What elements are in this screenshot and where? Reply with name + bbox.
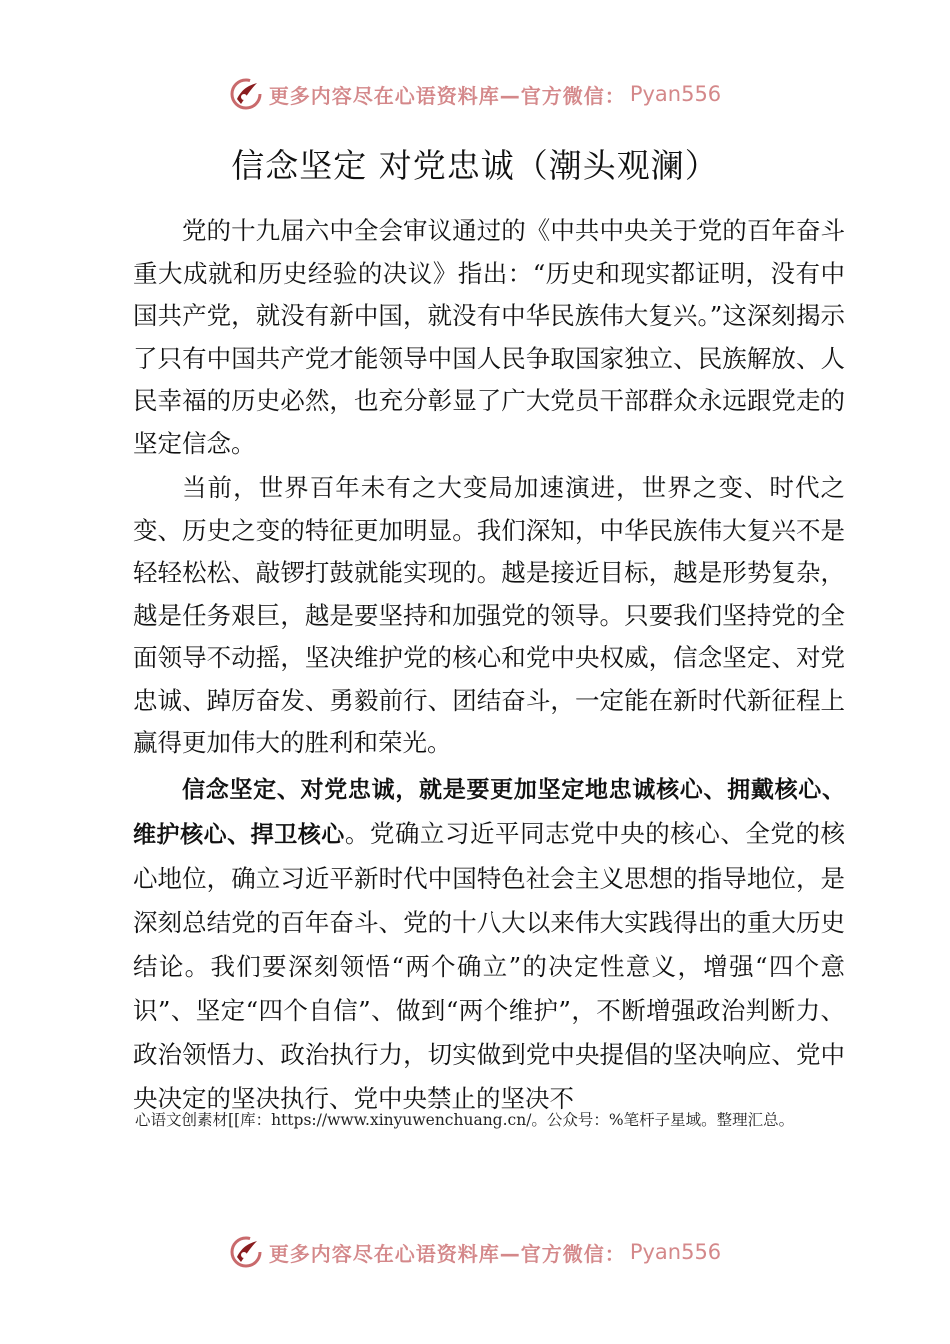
header-banner xyxy=(0,74,950,114)
paragraph-1-text: 党的十九届六中全会审议通过的《中共中央关于党的百年奋斗重大成就和历史经验的决议》指出：“历史和现实都证明，没有中国共产党，就没有新中国，就没有中华民族伟大复兴。”这深刻揭示了只有中国共产党才能领导中国人民争取国家独立、民族解放、人民幸福的历史必然，也充分彰显了广大党员干部群众永远跟党走的坚定信念。 xyxy=(133,216,845,458)
source-note: 心语文创素材[[库：https://www.xinyuwenchuang.cn/。公众号：%笔杆子星域。整理汇总。 xyxy=(135,1111,795,1129)
footer-banner xyxy=(0,1232,950,1272)
document-body xyxy=(133,210,845,1121)
paragraph-3-lead: 信念坚定、对党忠诚，就是要更加坚定地忠诚核心、拥戴核心、维护核心、捍卫核心 xyxy=(133,776,845,848)
banner-text: 更多内容尽在心语资料库—官方微信： xyxy=(268,1241,626,1266)
paragraph-2 xyxy=(133,467,845,765)
banner-wechat-id: Pyan556 xyxy=(629,82,722,106)
paragraph-3 xyxy=(133,767,845,1121)
brand-logo-icon xyxy=(229,1235,263,1269)
paragraph-2-text: 当前，世界百年未有之大变局加速演进，世界之变、时代之变、历史之变的特征更加明显。我们深知，中华民族伟大复兴不是轻轻松松、敲锣打鼓就能实现的。越是接近目标，越是形势复杂，越是任务艰巨，越是要坚持和加强党的领导。只要我们坚持党的全面领导不动摇，坚决维护党的核心和党中央权威，信念坚定、对党忠诚、踔厉奋发、勇毅前行、团结奋斗，一定能在新时代新征程上赢得更加伟大的胜利和荣光。 xyxy=(133,473,845,757)
document-title: 信念坚定 对党忠诚（潮头观澜） xyxy=(231,146,719,185)
paragraph-1 xyxy=(133,210,845,465)
banner-text: 更多内容尽在心语资料库—官方微信： xyxy=(268,83,626,108)
banner-wechat-id: Pyan556 xyxy=(629,1240,722,1264)
paragraph-3-text: 。党确立习近平同志党中央的核心、全党的核心地位，确立习近平新时代中国特色社会主义思想的指导地位，是深刻总结党的百年奋斗、党的十八大以来伟大实践得出的重大历史结论。我们要深刻领悟“两个确立”的决定性意义，增强“四个意识”、坚定“四个自信”、做到“两个维护”，不断增强政治判断力、政治领悟力、政治执行力，切实做到党中央提倡的坚决响应、党中央决定的坚决执行、党中央禁止的坚决不 xyxy=(133,818,846,1113)
brand-logo-icon xyxy=(229,77,263,111)
